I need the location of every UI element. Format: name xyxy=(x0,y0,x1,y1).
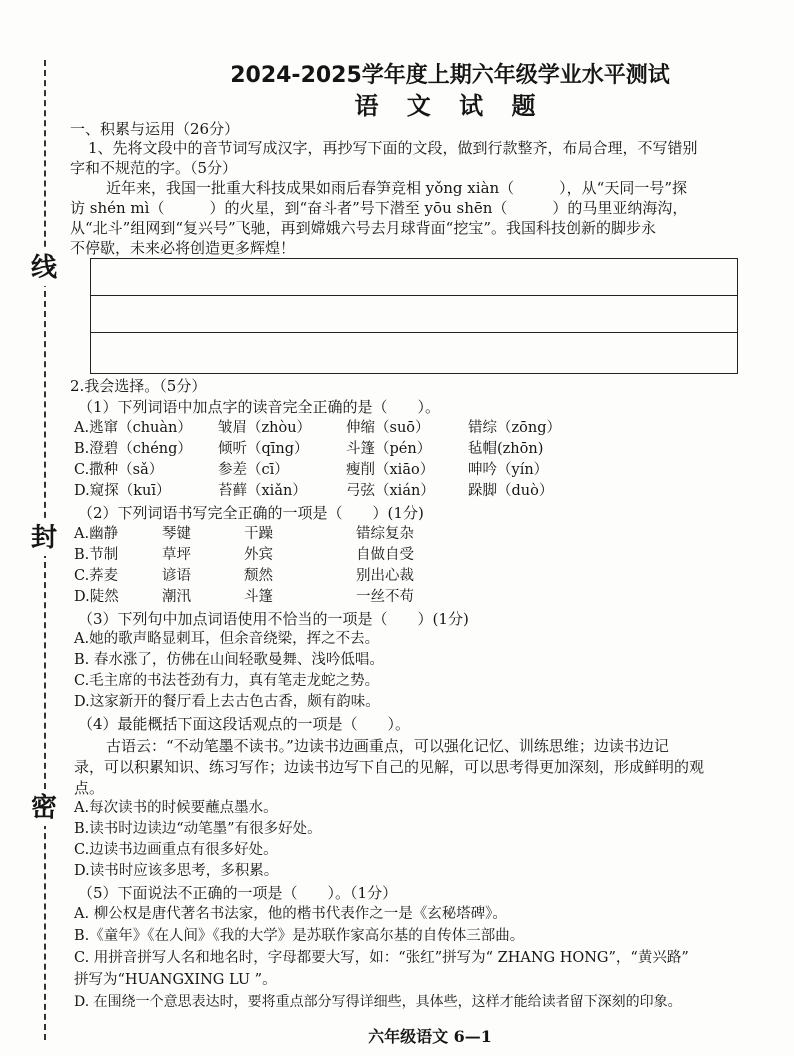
exam-title: 2024-2025学年度上期六年级学业水平测试 xyxy=(230,63,670,88)
copy-writing-grid[interactable] xyxy=(90,258,738,374)
binding-label-seal: 封 xyxy=(26,520,62,556)
option-cell: 跺脚（duò） xyxy=(468,483,554,499)
q2-5-prompt: （5）下面说法不正确的一项是（ ）。（1分） xyxy=(78,884,398,902)
q2-4-passage: 点。 xyxy=(74,779,105,797)
option-cell: 颓然 xyxy=(244,568,273,584)
option: A. 柳公权是唐代著名书法家，他的楷书代表作之一是《玄秘塔碑》。 xyxy=(74,906,507,922)
option-cont: 拼写为“HUANGXING LU ”。 xyxy=(74,972,277,988)
q1-passage: 近年来，我国一批重大科技成果如雨后春笋竞相 yǒng xiàn（ ），从“天同一号”探 xyxy=(106,179,688,197)
option: C. 用拼音拼写人名和地名时，字母都要大写，如：“张红”拼写为“ ZHANG HONG”，“黄兴路” xyxy=(74,950,689,966)
option-cell: 皱眉（zhòu） xyxy=(218,420,312,436)
option-cell: 倾听（qīng） xyxy=(218,441,309,457)
q2-3-prompt: （3）下列句中加点词语使用不恰当的一项是（ ）(1分) xyxy=(78,610,469,628)
option-cell: 参差（cī） xyxy=(218,462,289,478)
option-cell: 错综复杂 xyxy=(356,526,414,542)
q2-4-prompt: （4）最能概括下面这段话观点的一项是（ ）。 xyxy=(78,715,411,733)
option-cell: 苔藓（xiǎn） xyxy=(218,483,307,499)
option: A.每次读书的时候要蘸点墨水。 xyxy=(74,800,278,816)
option-cell: A.逃窜（chuàn） xyxy=(74,420,192,436)
q1-prompt: 1、先将文段中的音节词写成汉字，再抄写下面的文段，做到行款整齐，布局合理，不写错别 xyxy=(88,139,698,157)
q1-passage: 不停歇，未来必将创造更多辉煌！ xyxy=(70,239,296,257)
option-cell: D.陡然 xyxy=(74,589,119,605)
q2-heading: 2.我会选择。（5分） xyxy=(70,377,207,395)
option-cell: D.窥探（kuī） xyxy=(74,483,171,499)
binding-label-line: 线 xyxy=(26,250,62,286)
option-cell: 干躁 xyxy=(244,526,273,542)
option-cell: 别出心裁 xyxy=(356,568,414,584)
option-cell: B.澄碧（chéng） xyxy=(74,441,192,457)
option-cell: A.幽静 xyxy=(74,526,119,542)
option: C.毛主席的书法苍劲有力，真有笔走龙蛇之势。 xyxy=(74,673,380,689)
option-cell: 瘦削（xiāo） xyxy=(346,462,435,478)
q1-passage: 访 shén mì（ ）的火星，到“奋斗者”号下潜至 yōu shēn（ ）的马里亚纳海沟， xyxy=(70,199,688,217)
q1-passage: 从“北斗”组网到“复兴号”飞驰，再到嫦娥六号去月球背面“挖宝”。我国科技创新的脚步永 xyxy=(70,219,657,237)
option-cell: 自做自受 xyxy=(356,547,414,563)
option: B.《童年》《在人间》《我的大学》是苏联作家高尔基的自传体三部曲。 xyxy=(74,928,525,944)
option-cell: C.荞麦 xyxy=(74,568,119,584)
q2-2-prompt: （2）下列词语书写完全正确的一项是（ ）(1分) xyxy=(78,504,424,522)
binding-label-secret: 密 xyxy=(26,790,62,826)
option-cell: 一丝不苟 xyxy=(356,589,414,605)
option: B. 春水涨了，仿佛在山间轻歌曼舞、浅吟低唱。 xyxy=(74,652,384,668)
page-footer: 六年级语文 6—1 xyxy=(368,1027,492,1046)
option-cell: C.撒种（sǎ） xyxy=(74,462,164,478)
option-cell: 外宾 xyxy=(244,547,273,563)
option-cell: 谚语 xyxy=(162,568,191,584)
option-cell: 琴键 xyxy=(162,526,191,542)
option: D.这家新开的餐厅看上去古色古香，颇有韵味。 xyxy=(74,694,380,710)
option-cell: 伸缩（suō） xyxy=(346,420,430,436)
option-cell: 潮汛 xyxy=(162,589,191,605)
writing-line[interactable] xyxy=(91,259,737,296)
option: B.读书时边读边“动笔墨”有很多好处。 xyxy=(74,821,322,837)
option-cell: B.节制 xyxy=(74,547,119,563)
q2-1-prompt: （1）下列词语中加点字的读音完全正确的是（ ）。 xyxy=(78,398,441,416)
option-cell: 斗篷 xyxy=(244,589,273,605)
writing-line[interactable] xyxy=(91,333,737,370)
option: D. 在围绕一个意思表达时，要将重点部分写得详细些，具体些，这样才能给读者留下深刻的印象。 xyxy=(74,994,682,1010)
writing-line[interactable] xyxy=(91,296,737,333)
q1-prompt-cont: 字和不规范的字。（5分） xyxy=(70,159,238,177)
option-cell: 错综（zōng） xyxy=(468,420,561,436)
option-cell: 毡帽(zhōn) xyxy=(468,441,544,457)
option-cell: 斗篷（pén） xyxy=(346,441,432,457)
option-cell: 弓弦（xián） xyxy=(346,483,435,499)
option: D.读书时应该多思考，多积累。 xyxy=(74,863,279,879)
q2-4-passage: 古语云：“不动笔墨不读书。”边读书边画重点，可以强化记忆、训练思维；边读书边记 xyxy=(106,737,669,755)
option-cell: 草坪 xyxy=(162,547,191,563)
section-heading: 一、积累与运用（26分） xyxy=(70,120,240,138)
q2-4-passage: 录，可以积累知识、练习写作；边读书边写下自己的见解，可以思考得更加深刻，形成鲜明的观 xyxy=(74,758,705,776)
option: A.她的歌声略显刺耳，但余音绕梁，挥之不去。 xyxy=(74,631,380,647)
option: C.边读书边画重点有很多好处。 xyxy=(74,842,278,858)
option-cell: 呻吟（yín） xyxy=(468,462,549,478)
exam-subtitle: 语 文 试 题 xyxy=(354,91,546,120)
